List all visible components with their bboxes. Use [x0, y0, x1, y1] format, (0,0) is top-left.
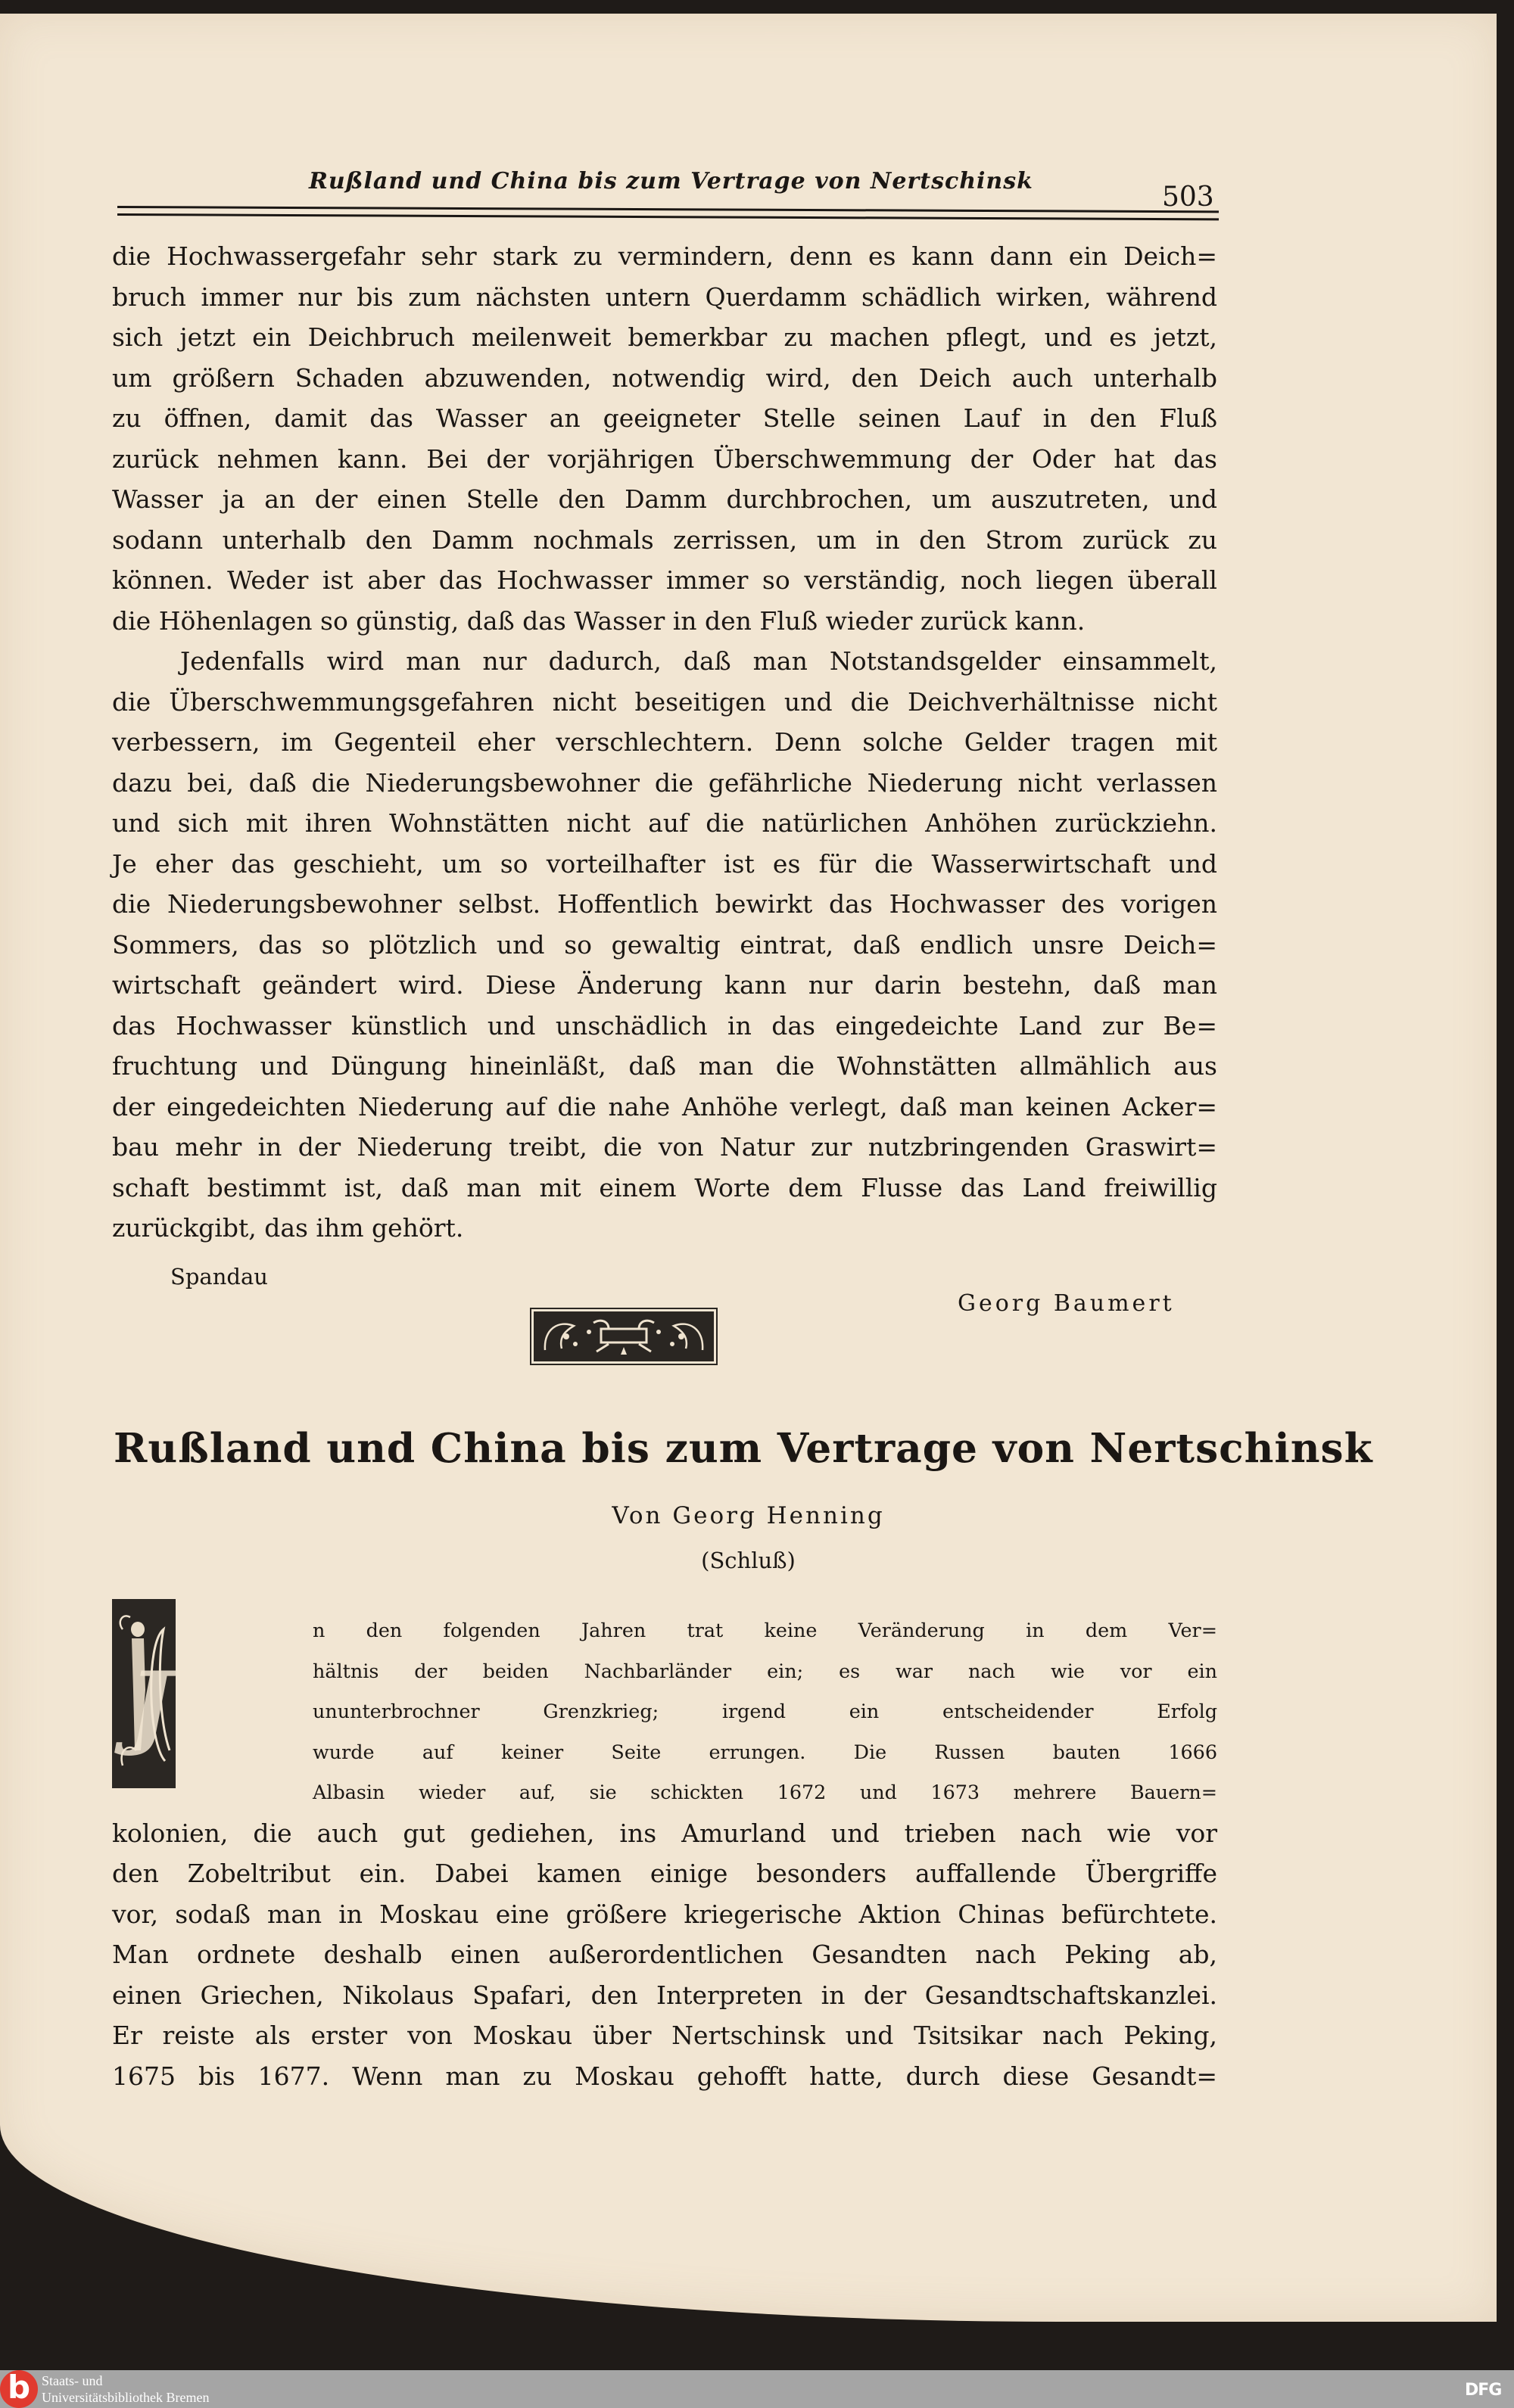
- text-line: um größern Schaden abzuwenden, notwendig wird, den Deich auch unterhalb: [112, 362, 1217, 393]
- text-line: Albasin wieder auf, sie schickten 1672 und 1673 mehrere Bauern=: [313, 1781, 1217, 1803]
- library-logo-icon[interactable]: [0, 2370, 38, 2408]
- text-line: wurde auf keiner Seite errungen. Die Russen bauten 1666: [313, 1740, 1217, 1763]
- text-line: hältnis der beiden Nachbarländer ein; es war nach wie vor ein: [313, 1659, 1217, 1682]
- text-line: bruch immer nur bis zum nächsten untern Querdamm schädlich wirken, während: [112, 282, 1217, 312]
- article-title: Rußland und China bis zum Vertrage von Nertschinsk: [114, 1424, 1373, 1472]
- text-line: 1675 bis 1677. Wenn man zu Moskau gehofft hatte, durch diese Gesandt=: [112, 2061, 1217, 2091]
- text-line: zurückgibt, das ihm gehört.: [112, 1213, 464, 1243]
- text-line: die Höhenlagen so günstig, daß das Wasser in den Fluß wieder zurück kann.: [112, 605, 1086, 636]
- text-line: kolonien, die auch gut gediehen, ins Amurland und trieben nach wie vor: [112, 1818, 1217, 1848]
- text-line: Er reiste als erster von Moskau über Nertschinsk und Tsitsikar nach Peking,: [112, 2021, 1217, 2050]
- library-logo-letter: b: [7, 2369, 31, 2406]
- text-line: sodann unterhalb den Damm nochmals zerrissen, um in den Strom zurück zu: [112, 524, 1217, 555]
- text-line: bau mehr in der Niederung treibt, die von Natur zur nutzbringenden Graswirt=: [112, 1132, 1217, 1162]
- text-line: die Hochwassergefahr sehr stark zu vermindern, denn es kann dann ein Deich=: [112, 241, 1217, 271]
- page-number: 503: [1162, 182, 1214, 213]
- viewer-footer-bar: [0, 2370, 1514, 2408]
- place-name: Spandau: [170, 1264, 268, 1290]
- text-line: zurück nehmen kann. Bei der vorjährigen Überschwemmung der Oder hat das: [112, 443, 1217, 474]
- drop-cap-letter: J: [129, 1652, 172, 1759]
- text-line: und sich mit ihren Wohnstätten nicht auf die natürlichen Anhöhen zurückziehn.: [112, 808, 1217, 838]
- text-line: Wasser ja an der einen Stelle den Damm durchbrochen, um auszutreten, und: [112, 484, 1217, 514]
- text-line: fruchtung und Düngung hineinläßt, daß man die Wohnstätten allmählich aus: [112, 1051, 1217, 1081]
- text-line: schaft bestimmt ist, daß man mit einem Worte dem Flusse das Land freiwillig: [112, 1172, 1217, 1202]
- text-line: Je eher das geschieht, um so vorteilhafter ist es für die Wasserwirtschaft und: [112, 848, 1217, 879]
- text-line: n den folgenden Jahren trat keine Veränderung in dem Ver=: [313, 1619, 1217, 1641]
- text-line: die Überschwemmungsgefahren nicht beseitigen und die Deichverhältnisse nicht: [112, 686, 1217, 717]
- author-signature: Georg Baumert: [958, 1290, 1175, 1317]
- ornament-graphic: [536, 1314, 712, 1359]
- article-part-label: (Schluß): [701, 1548, 796, 1573]
- article-paragraph: [112, 1610, 1217, 2096]
- text-line: dazu bei, daß die Niederungsbewohner die gefährliche Niederung nicht verlassen: [112, 767, 1217, 798]
- dfg-logo[interactable]: DFG: [1465, 2381, 1502, 2400]
- library-name-line2: Universitätsbibliothek Bremen: [42, 2390, 210, 2405]
- ornament-vignette: [534, 1311, 714, 1361]
- text-line: ununterbrochner Grenzkrieg; irgend ein entscheidender Erfolg: [313, 1700, 1217, 1722]
- text-line: wirtschaft geändert wird. Diese Änderung kann nur darin bestehn, daß man: [112, 970, 1217, 1000]
- library-name[interactable]: [42, 2372, 209, 2406]
- article-byline: Von Georg Henning: [612, 1502, 885, 1529]
- text-line: den Zobeltribut ein. Dabei kamen einige besonders auffallende Übergriffe: [112, 1859, 1217, 1888]
- text-line: Man ordnete deshalb einen außerordentlichen Gesandten nach Peking ab,: [112, 1940, 1217, 1969]
- running-title: Rußland und China bis zum Vertrage von Nertschinsk: [309, 168, 1033, 194]
- section1-paragraph2: [112, 641, 1217, 1249]
- section1-paragraph1: [112, 236, 1217, 641]
- text-line: sich jetzt ein Deichbruch meilenweit bemerkbar zu machen pflegt, und es jetzt,: [112, 322, 1217, 352]
- text-line: die Niederungsbewohner selbst. Hoffentlich bewirkt das Hochwasser des vorigen: [112, 889, 1217, 919]
- text-line: vor, sodaß man in Moskau eine größere kriegerische Aktion Chinas befürchtete.: [112, 1899, 1217, 1929]
- text-line: der eingedeichten Niederung auf die nahe Anhöhe verlegt, daß man keinen Acker=: [112, 1091, 1217, 1122]
- text-line: Sommers, das so plötzlich und so gewaltig eintrat, daß endlich unsre Deich=: [112, 929, 1217, 960]
- text-line: einen Griechen, Nikolaus Spafari, den Interpreten in der Gesandtschaftskanzlei.: [112, 1980, 1217, 2010]
- text-line: zu öffnen, damit das Wasser an geeigneter Stelle seinen Lauf in den Fluß: [112, 403, 1217, 433]
- text-line: Jedenfalls wird man nur dadurch, daß man Notstandsgelder einsammelt,: [180, 646, 1217, 676]
- text-line: können. Weder ist aber das Hochwasser immer so verständig, noch liegen überall: [112, 565, 1217, 595]
- text-line: verbessern, im Gegenteil eher verschlechtern. Denn solche Gelder tragen mit: [112, 727, 1217, 757]
- library-name-line1: Staats- und: [42, 2373, 103, 2388]
- text-line: das Hochwasser künstlich und unschädlich in das eingedeichte Land zur Be=: [112, 1010, 1217, 1041]
